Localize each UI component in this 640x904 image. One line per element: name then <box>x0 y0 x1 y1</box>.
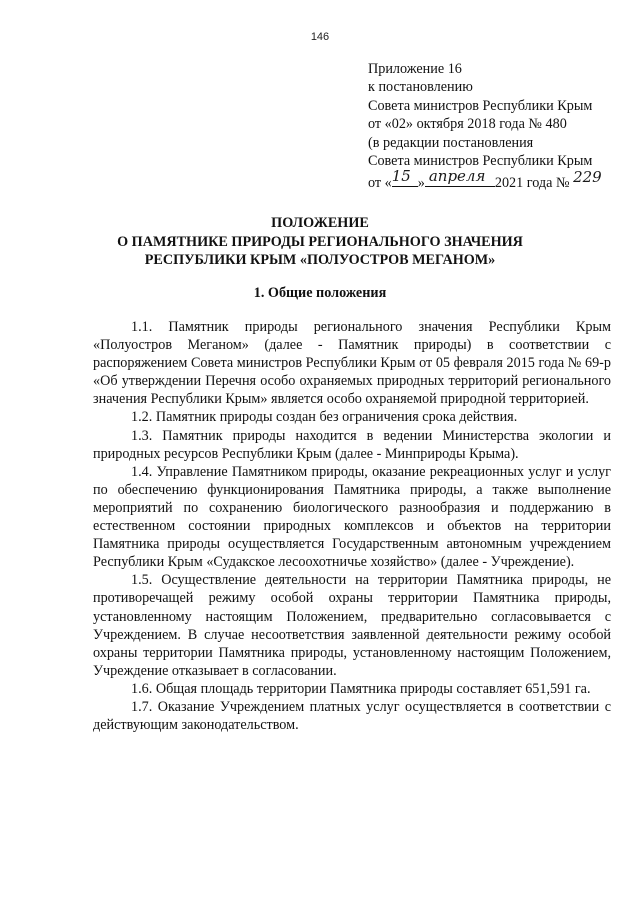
appendix-line-3: Совета министров Республики Крым <box>368 97 593 114</box>
paragraph-1-6: 1.6. Общая площадь территории Памятника природы составляет 651,591 га. <box>131 680 591 697</box>
paragraph-1-3: 1.3. Памятник природы находится в ведении Министерства экологии и природных ресурсов Республики Крым (далее - Минприроды Крыма). <box>93 427 611 462</box>
handwritten-number-field <box>573 168 607 187</box>
paragraph-1-7: 1.7. Оказание Учреждением платных услуг осуществляется в соответствии с действующим законодательством. <box>93 698 611 734</box>
handwritten-day-field <box>391 167 418 187</box>
handwritten-month-field <box>425 167 495 187</box>
appendix-header <box>368 60 630 193</box>
handwritten-day: 15 <box>391 167 411 186</box>
appendix-line-7 <box>368 167 630 192</box>
appendix-line-2: к постановлению <box>368 79 473 96</box>
section-heading: 1. Общие положения <box>253 285 387 301</box>
date-prefix: от « <box>368 175 392 192</box>
handwritten-number: 229 <box>573 168 602 187</box>
appendix-line-5: (в редакции постановления <box>368 134 534 151</box>
appendix-line-6: Совета министров Республики Крым <box>368 153 593 170</box>
date-year: 2021 года № <box>494 175 570 192</box>
appendix-line-4: от «02» октября 2018 года № 480 <box>368 116 567 133</box>
page-number: 146 <box>310 31 330 43</box>
handwritten-month: апреля <box>428 167 486 186</box>
date-mid: » <box>417 175 425 192</box>
title-line-2: О ПАМЯТНИКЕ ПРИРОДЫ РЕГИОНАЛЬНОГО ЗНАЧЕНИЯ <box>117 233 523 250</box>
paragraph-1-5: 1.5. Осуществление деятельности на территории Памятника природы, не противоречащей режиму особой охраны территории Памятника природы, установленному настоящим Положением, предварительно согласовывается с Учреждением. В случае несоответствия заявленной деятельности режиму особой охраны территории Памятника природы, установленному настоящим Положением, Учреждение отказывает в согласовании. <box>93 572 611 679</box>
appendix-line-1: Приложение 16 <box>368 61 462 77</box>
body-text <box>93 318 611 734</box>
paragraph-1-2: 1.2. Памятник природы создан без ограничения срока действия. <box>131 409 518 426</box>
title-line-1: ПОЛОЖЕНИЕ <box>271 215 369 231</box>
paragraph-1-1: 1.1. Памятник природы регионального значения Республики Крым «Полуостров Меганом» (далее - Памятник природы) в соответствии с распоряжением Совета министров Республики Крым от 05 февраля 2015 года № 69-р «Об утверждении Перечня особо охраняемых природных территорий регионального значения Республики Крым» является особо охраняемой природной территорией. <box>93 319 611 408</box>
title-line-3: РЕСПУБЛИКИ КРЫМ «ПОЛУОСТРОВ МЕГАНОМ» <box>144 252 496 268</box>
document-title <box>0 214 640 270</box>
paragraph-1-4: 1.4. Управление Памятником природы, оказание рекреационных услуг и услуг по обеспечению функционирования Памятника природы, а также выполнение мероприятий по сохранению биологического разнообразия и поддержанию в естественном состоянии природных комплексов и объектов на территории Памятника природы осуществляется Государственным автономным учреждением Республики Крым «Судакское лесоохотничье хозяйство» (далее - Учреждение). <box>93 463 611 571</box>
